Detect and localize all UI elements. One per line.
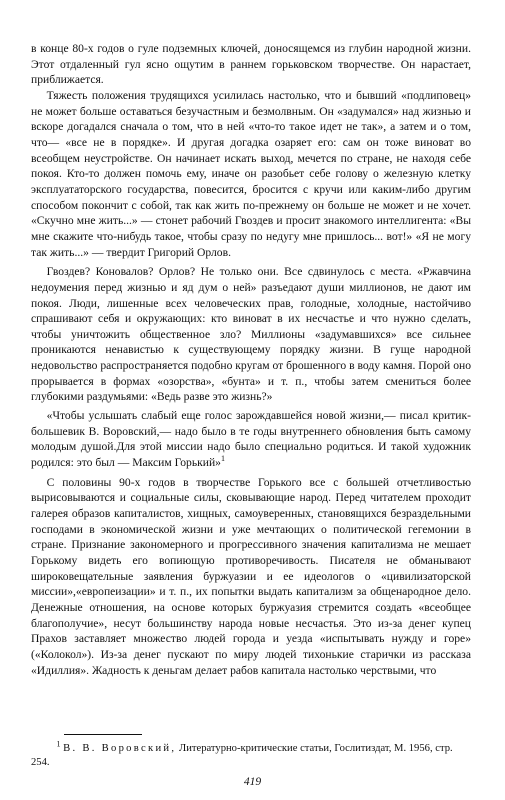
paragraph: в конце 80-х годов о гуле подземных ключей, доносящемся из глубин народной жизни. Этот отдаленный гул ясно ощутим в раннем горьковском творчестве. Он нарастает, приближается. xyxy=(31,42,471,87)
body-text xyxy=(31,41,471,678)
footnote-author: В. В. Воровский, xyxy=(63,743,177,754)
paragraph: Гвоздев? Коновалов? Орлов? Не только они. Все сдвинулось с места. «Ржавчина недоумения перед жизнью и яд дум о ней» разъедают души миллионов, не дают им покоя. Люди, лишенные всех человеческих прав, голодные, холодные, настойчиво спрашивают себя и окружающих: кто виноват в их несчастье и что нужно сделать, чтобы уничтожить общественное зло? Миллионы «задумавшихся» все сильнее проникаются ненавистью к существующему порядку жизни. В гуще народной недовольство распространяется подобно кругам от брошенного в воду камня. Порой оно прорывается в формах «озорства», «бунта» и т. п., чтобы затем смениться более глубокими раздумьями: «Ведь разве это жизнь?» xyxy=(31,265,471,404)
page-number: 419 xyxy=(243,776,262,788)
footnote xyxy=(31,739,471,769)
footnote-divider xyxy=(64,734,142,735)
footnote-reference: 1 xyxy=(220,454,225,464)
block-quote xyxy=(31,408,471,471)
footnote-citation: Литературно-критические статьи, Гослитиздат, М. 1956, стр. 254. xyxy=(31,743,453,768)
footnote-marker: 1 xyxy=(56,739,61,749)
quote-text: «Чтобы услышать слабый еще голос зарождавшейся новой жизни,— писал критик-большевик В. Воровский,— надо было в те годы внутреннего обновления быть самому молодым душой.Для этой миссии надо было специально родиться. И такой художник родился: это был — Максим Горький» xyxy=(31,409,471,470)
paragraph: С половины 90-х годов в творчестве Горького все с большей отчетливостью вырисовываются и социальные силы, сковывающие народ. Перед читателем проходит галерея образов капиталистов, хищных, самоуверенных, становящихся безраздельными господами в экономической жизни и уже мечтающих о политической гегемонии в стране. Признание закономерного и прогрессивного значения капитализма не мешает Горькому видеть его вопиющую противоречивость. Писателя не обманывают широковещательные заявления буржуазии и ее идеологов о «цивилизаторской миссии»,«европеизации» и т. п., их попытки выдать капитализм за общенародное дело. Денежные отношения, на основе которых буржуазия стремится создать «всеобщее благополучие», несут большинству народа новые несчастья. Это из-за денег купец Прахов заставляет множество людей города и уезда «испытывать нужду и горе» («Колокол»). Из-за денег пускают по миру людей тихонькие старички из рассказа «Идиллия». Жадность к деньгам делает рабов капитала настолько черствыми, что xyxy=(31,475,471,677)
paragraph: Тяжесть положения трудящихся усилилась настолько, что и бывший «подлиповец» не может больше оставаться безучастным и безмолвным. Он «задумался» над жизнью и вскоре догадался сначала о том, что в ней «что-то такое идет не так», а затем и о том, что— «все не в порядке». И другая догадка озаряет его: сам он тоже виноват во всеобщем неустройстве. Он начинает искать выход, мечется по стране, не находя себе покоя. Кто-то должен помочь ему, иначе он разобьет себе голову о железную клетку эксплуататорского государства, повесится, бросится с кручи или каким-либо другим способом покончит с собой, так как жить по-прежнему он больше не может и не хочет. «Скучно мне жить...» — стонет рабочий Гвоздев и просит знакомого интеллигента: «Вы мне скажите что-нибудь такое, чтобы сразу по недугу мне пришлось... вот!» «Я не могу так жить...» — твердит Григорий Орлов. xyxy=(31,88,471,259)
